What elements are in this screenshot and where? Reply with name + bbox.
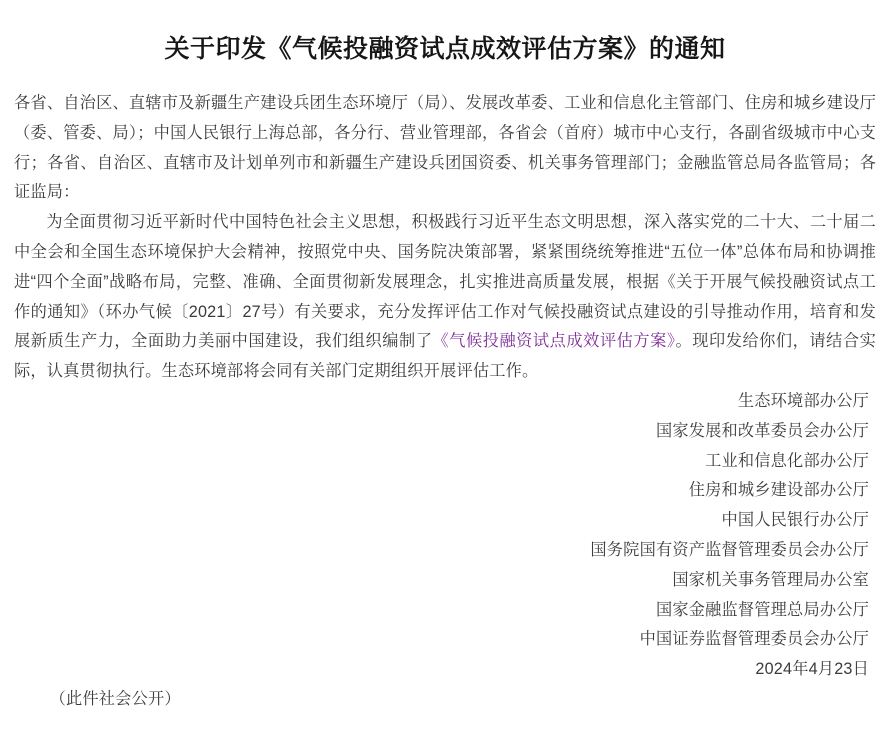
body-text-before-link: 为全面贯彻习近平新时代中国特色社会主义思想，积极践行习近平生态文明思想，深入落实党的二十大、二十届二中全会和全国生态环境保护大会精神，按照党中央、国务院决策部署，紧紧围绕统筹推进“五位一体”总体布局和协调推进“四个全面”战略布局，完整、准确、全面贯彻新发展理念，扎实推进高质量发展，根据《关于开展气候投融资试点工作的通知》（环办气候〔2021〕27号）有关要求，充分发挥评估工作对气候投融资试点建设的引导推动作用，培育和发展新质生产力，全面助力美丽中国建设，我们组织编制了: [14, 213, 876, 351]
signature-line: 中国证券监督管理委员会办公厅: [639, 630, 869, 649]
evaluation-plan-link[interactable]: 《气候投融资试点成效评估方案》: [432, 332, 676, 351]
addressees-paragraph: 各省、自治区、直辖市及新疆生产建设兵团生态环境厅（局）、发展改革委、工业和信息化主管部门、住房和城乡建设厅（委、管委、局）；中国人民银行上海总部，各分行、营业管理部，各省会（首府）城市中心支行，各副省级城市中心支行；各省、自治区、直辖市及计划单列市和新疆生产建设兵团国资委、机关事务管理部门；金融监管总局各监管局；各证监局：: [14, 94, 876, 202]
body-paragraph: [14, 208, 876, 387]
page-title: 关于印发《气候投融资试点成效评估方案》的通知: [164, 35, 726, 63]
signature-line: 住房和城乡建设部办公厅: [688, 481, 869, 500]
signature-line: 中国人民银行办公厅: [721, 511, 869, 530]
signature-line: 国家金融监督管理总局办公厅: [655, 600, 869, 619]
issue-date: 2024年4月23日: [755, 660, 869, 679]
public-disclosure-note: （此件社会公开）: [49, 689, 181, 708]
signature-line: 工业和信息化部办公厅: [705, 451, 869, 470]
signature-line: 生态环境部办公厅: [737, 391, 869, 410]
signature-line: 国家机关事务管理局办公室: [672, 570, 869, 589]
notice-document: [0, 36, 890, 715]
signature-line: 国家发展和改革委员会办公厅: [655, 421, 869, 440]
signature-line: 国务院国有资产监督管理委员会办公厅: [590, 540, 869, 559]
body-text-after-link: 。现印发给你们，请结合实际，认真贯彻执行。生态环境部将会同有关部门定期组织开展评估工作。: [14, 332, 877, 381]
signature-block: [14, 387, 876, 655]
